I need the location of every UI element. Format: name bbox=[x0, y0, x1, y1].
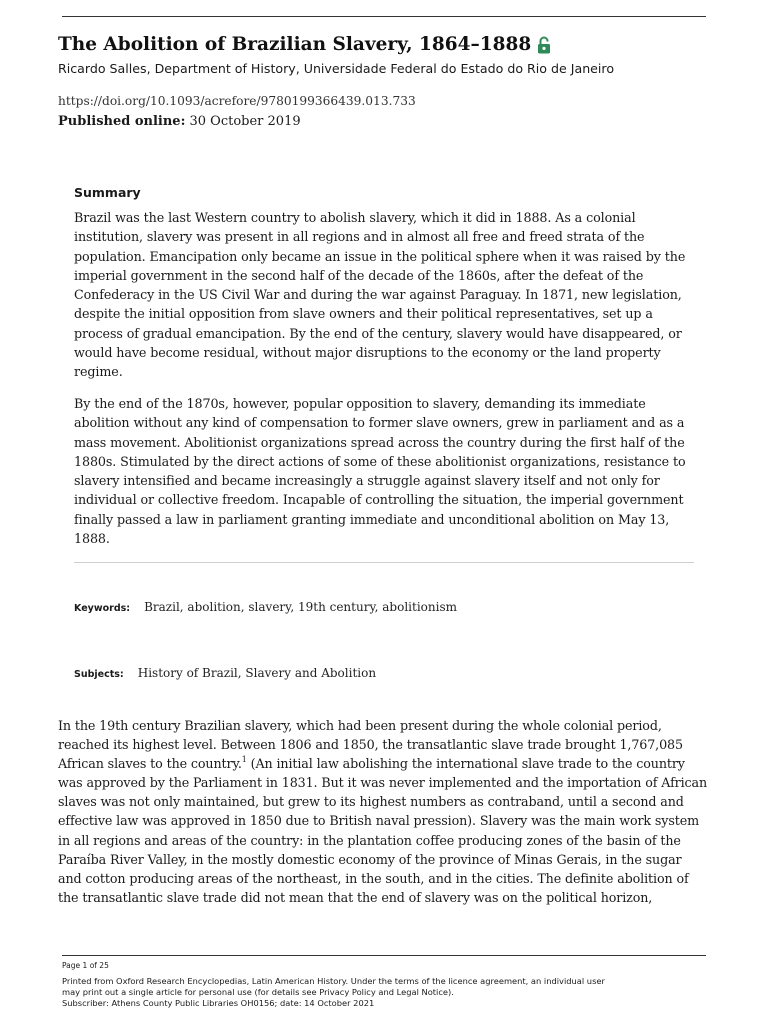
open-lock-icon bbox=[537, 36, 551, 54]
author-affiliation: Ricardo Salles, Department of History, Universidade Federal do Estado do Rio de Janeiro bbox=[58, 61, 615, 76]
subjects-row bbox=[74, 666, 376, 680]
header-rule bbox=[62, 16, 706, 17]
footer-line: Subscriber: Athens County Public Libraries OH0156; date: 14 October 2021 bbox=[62, 997, 375, 1008]
body-paragraph bbox=[58, 716, 708, 907]
footer-line: Printed from Oxford Research Encyclopedias, Latin American History. Under the terms of the licence agreement, an individual user bbox=[62, 976, 605, 986]
summary-heading: Summary bbox=[74, 185, 141, 200]
doi-link[interactable]: https://doi.org/10.1093/acrefore/9780199366439.013.733 bbox=[58, 94, 416, 108]
footnote-link[interactable]: 1 bbox=[241, 755, 247, 765]
published-label: Published online: bbox=[58, 114, 186, 129]
keywords-value: Brazil, abolition, slavery, 19th century, abolitionism bbox=[144, 600, 457, 614]
footer-line: may print out a single article for personal use (for details see Privacy Policy and Legal Notice). bbox=[62, 986, 454, 997]
subjects-value: History of Brazil, Slavery and Abolition bbox=[137, 666, 377, 680]
published-date bbox=[58, 114, 301, 129]
summary-paragraph: By the end of the 1870s, however, popular opposition to slavery, demanding its immediate abolition without any kind of compensation to former slave owners, grew in parliament and as a mass movement. Abolitionist organizations spread across the country during the first half of the 1880s. Stimulated by the direct actions of some of these abolitionist organizations, resistance to slavery intensified and became increasingly a struggle against slavery itself and not only for individual or collective freedom. Incapable of controlling the situation, the imperial government finally passed a law in parliament granting immediate and unconditional abolition on May 13, 1888. bbox=[74, 396, 686, 547]
subjects-label: Subjects: bbox=[74, 669, 124, 680]
published-value: 30 October 2019 bbox=[185, 114, 301, 129]
footer-rule bbox=[62, 955, 706, 956]
summary-paragraph: Brazil was the last Western country to abolish slavery, which it did in 1888. As a colonial institution, slavery was present in all regions and in almost all free and freed strata of the population. Emancipation only became an issue in the political sphere when it was raised by the imperial government in the second half of the decade of the 1860s, after the defeat of the Confederacy in the US Civil War and during the war against Paraguay. In 1871, new legislation, despite the initial opposition from slave owners and their political representatives, set up a process of gradual emancipation. By the end of the century, slavery would have disappeared, or would have become residual, without major disruptions to the economy or the land property regime. bbox=[74, 210, 686, 380]
keywords-row bbox=[74, 600, 457, 614]
title-row bbox=[58, 34, 551, 55]
keywords-label: Keywords: bbox=[74, 603, 131, 614]
body-text-part: (An initial law abolishing the international slave trade to the country was approved by the Parliament in 1831. But it was never implemented and the importation of African slaves was not only maintained, but grew to its highest numbers as contraband, until a second and effective law was approved in 1850 due to British naval pression). Slavery was the main work system in all regions and areas of the country: in the plantation coffee producing zones of the basin of the Paraíba River Valley, in the mostly domestic economy of the province of Minas Gerais, in the sugar and cotton producing areas of the northeast, in the south, and in the cities. The definite abolition of the transatlantic slave trade did not mean that the end of slavery was on the political horizon, bbox=[58, 756, 708, 905]
body-text-part: In the 19th century Brazilian slavery, which had been present during the whole colonial period, reached its highest level. Between 1806 and 1850, the transatlantic slave trade brought 1,767,085 African slaves to the country. bbox=[58, 718, 683, 772]
summary-divider bbox=[74, 562, 694, 563]
page-number: Page 1 of 25 bbox=[62, 961, 109, 970]
footer-notice bbox=[62, 976, 712, 1008]
article-title: The Abolition of Brazilian Slavery, 1864–1888 bbox=[58, 34, 532, 55]
